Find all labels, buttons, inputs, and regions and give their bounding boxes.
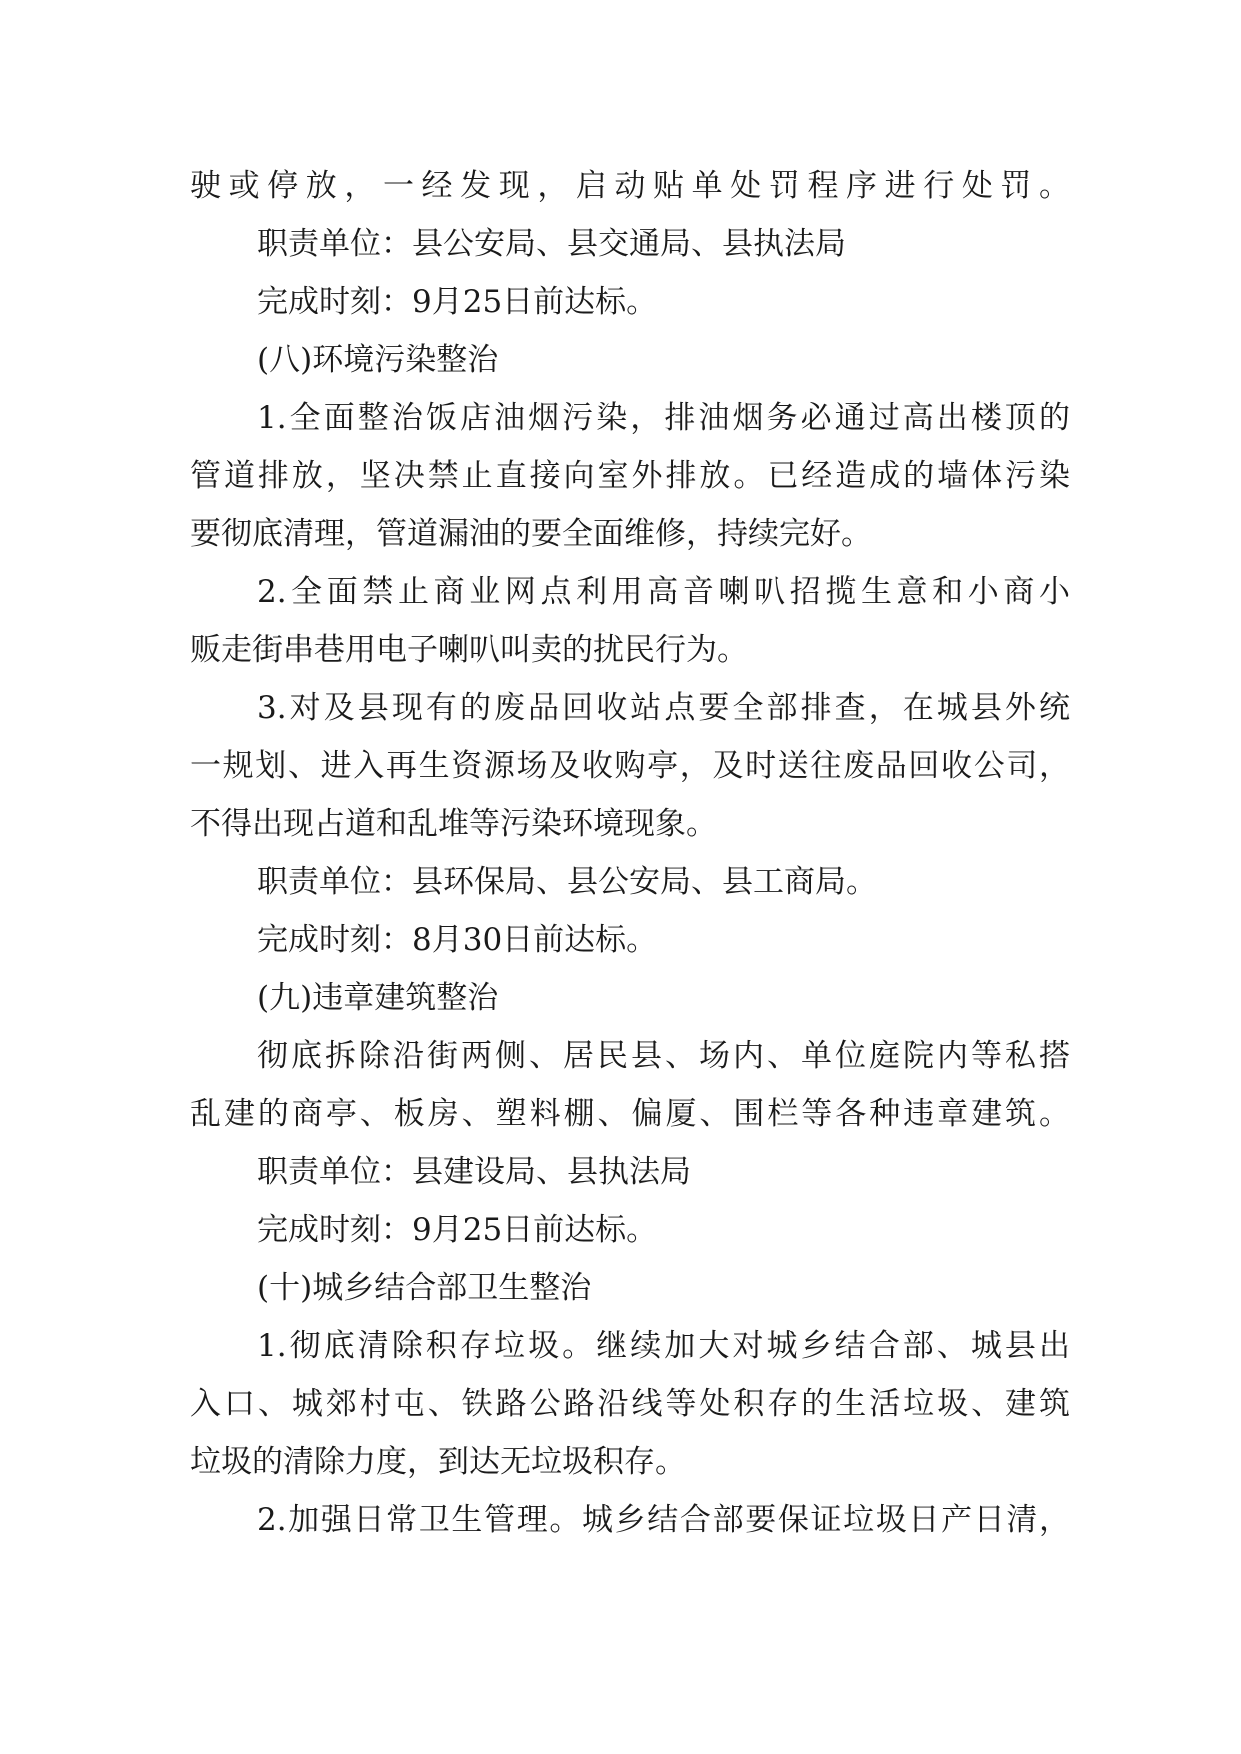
completion-time-line: 完成时刻：8月30日前达标。 bbox=[257, 922, 658, 958]
responsible-units-line: 职责单位：县公安局、县交通局、县执法局 bbox=[257, 226, 846, 262]
responsible-units-line: 职责单位：县环保局、县公安局、县工商局。 bbox=[257, 864, 877, 900]
paragraph-line: 2.加强日常卫生管理。城乡结合部要保证垃圾日产日清， bbox=[257, 1502, 1070, 1538]
paragraph-line: 不得出现占道和乱堆等污染环境现象。 bbox=[190, 806, 717, 842]
paragraph-line: 2.全面禁止商业网点利用高音喇叭招揽生意和小商小 bbox=[257, 574, 1070, 610]
paragraph-line: 一规划、进入再生资源场及收购亭，及时送往废品回收公司， bbox=[190, 748, 1070, 784]
paragraph-line: 要彻底清理，管道漏油的要全面维修，持续完好。 bbox=[190, 516, 872, 552]
paragraph-line: 贩走街串巷用电子喇叭叫卖的扰民行为。 bbox=[190, 632, 748, 668]
completion-time-line: 完成时刻：9月25日前达标。 bbox=[257, 1212, 658, 1248]
paragraph-line: 垃圾的清除力度，到达无垃圾积存。 bbox=[190, 1444, 686, 1480]
section-heading: (十)城乡结合部卫生整治 bbox=[257, 1270, 592, 1306]
section-heading: (八)环境污染整治 bbox=[257, 342, 499, 378]
paragraph-line: 1.彻底清除积存垃圾。继续加大对城乡结合部、城县出 bbox=[257, 1328, 1070, 1364]
document-body bbox=[190, 157, 1070, 1549]
paragraph-line: 乱建的商亭、板房、塑料棚、偏厦、围栏等各种违章建筑。 bbox=[190, 1096, 1070, 1132]
paragraph-line: 驶或停放，一经发现，启动贴单处罚程序进行处罚。 bbox=[190, 168, 1070, 204]
paragraph-line: 入口、城郊村屯、铁路公路沿线等处积存的生活垃圾、建筑 bbox=[190, 1386, 1070, 1422]
paragraph-line: 3.对及县现有的废品回收站点要全部排查，在城县外统 bbox=[257, 690, 1070, 726]
paragraph-line: 1.全面整治饭店油烟污染，排油烟务必通过高出楼顶的 bbox=[257, 400, 1070, 436]
section-heading: (九)违章建筑整治 bbox=[257, 980, 499, 1016]
paragraph-line: 管道排放，坚决禁止直接向室外排放。已经造成的墙体污染 bbox=[190, 458, 1070, 494]
completion-time-line: 完成时刻：9月25日前达标。 bbox=[257, 284, 658, 320]
responsible-units-line: 职责单位：县建设局、县执法局 bbox=[257, 1154, 691, 1190]
paragraph-line: 彻底拆除沿街两侧、居民县、场内、单位庭院内等私搭 bbox=[257, 1038, 1070, 1074]
